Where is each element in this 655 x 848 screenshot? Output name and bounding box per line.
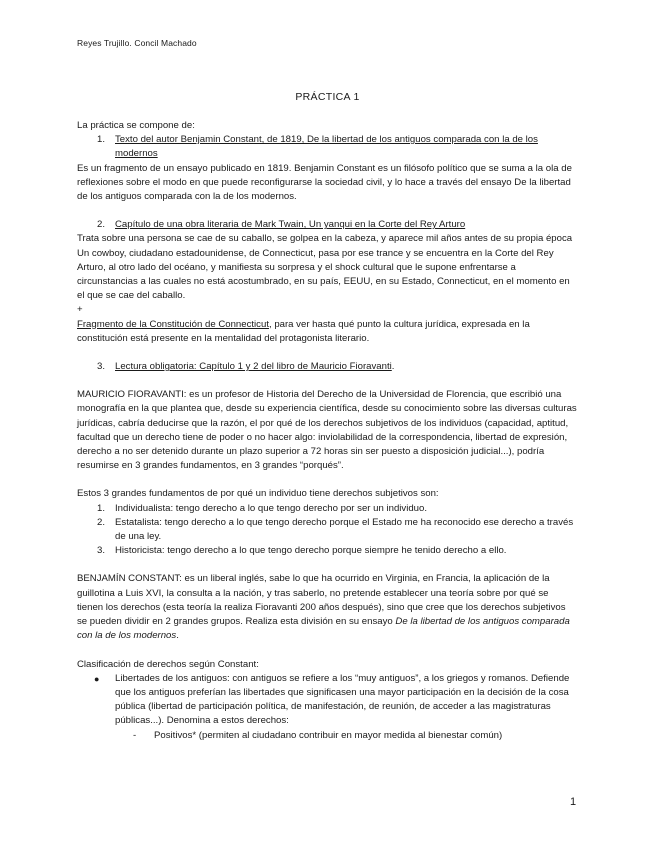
- fundamento-item: [77, 502, 577, 516]
- clasificacion-intro: Clasificación de derechos según Constant:: [77, 658, 259, 670]
- list-number: 2.: [97, 516, 106, 528]
- intro-paragraph: La práctica se compone de:: [77, 120, 195, 131]
- sub-bullet-item: [77, 729, 577, 743]
- fundamento-text: Historicista: tengo derecho a lo que tengo derecho porque siempre he tenido derecho a ello.: [115, 545, 507, 557]
- list-item-2: [77, 218, 577, 232]
- bullet-icon: ●: [94, 673, 100, 684]
- list-number: 3.: [97, 361, 106, 373]
- constitution-link: Fragmento de la Constitución de Connecticut: [77, 318, 269, 330]
- sub-bullet-text: Positivos* (permiten al ciudadano contribuir en mayor medida al bienestar común): [154, 729, 503, 741]
- item2-paragraph: Trata sobre una persona se cae de su caballo, se golpea en la cabeza, y aparece mil años antes de su propia época Un cowboy, ciudadano estadounidense, de Connecticut, pasa por ese trance y se encuentra en la Corte del Rey Arturo, al otro lado del océano, y manifiesta su sorpresa y el shock cultural que le supone enfrentarse a circunstancias a las cuales no está acostumbrado, en su país, EEUU, en su Estado, Connecticut, en el momento en el que se cae del caballo.: [77, 233, 573, 302]
- constitution-paragraph: [77, 318, 577, 346]
- fundamento-item: [77, 544, 577, 558]
- item2-title: Capítulo de una obra literaria de Mark Twain, Un yanqui en la Corte del Rey Arturo: [115, 219, 466, 231]
- sub-bullet-dash: -: [133, 729, 137, 741]
- page-header: Reyes Trujillo. Concil Machado: [77, 38, 197, 48]
- fundamento-text: Individualista: tengo derecho a lo que tengo derecho por ser un individuo.: [115, 502, 428, 514]
- item3-title: Lectura obligatoria: Capítulo 1 y 2 del libro de Mauricio Fioravanti: [115, 361, 392, 373]
- list-number: 1.: [97, 502, 106, 514]
- list-number: 3.: [97, 545, 106, 557]
- page-title: PRÁCTICA 1: [295, 91, 360, 103]
- constant-text: BENJAMÍN CONSTANT: es un liberal inglés, sabe lo que ha ocurrido en Virginia, en Francia, la aplicación de la guillotina a Luis XVI, la consulta a la nación, y tras saberlo, no pretende establecer una teoría sobre por qué se tienen los derechos (esta teoría la realiza Fioravanti 200 años después), sino que cree que los derechos subjetivos se pueden dividir en 2 grandes grupos. Realiza esta división en su ensayo: [77, 573, 566, 628]
- constitution-text: , para ver hasta qué punto la cultura jurídica, expresada en la constitución está presente en la mentalidad del protagonista literario.: [77, 318, 530, 344]
- item1-title: Texto del autor Benjamin Constant, de 1819, De la libertad de los antiguos comparada con la de los modernos: [115, 134, 538, 160]
- fioravanti-paragraph: MAURICIO FIORAVANTI: es un profesor de Historia del Derecho de la Universidad de Florencia, que escribió una monografía en la que plantea que, desde su experiencia científica, desde su conocimiento sobre las diversas culturas jurídicas, cabría deducirse que la razón, el por qué de los derechos subjetivos de los individuos (capacidad, aptitud, facultad que un derecho tiene de poder o no hacer algo: inviolabilidad de la correspondencia, libertad de expresión, derecho a no ser detenido durante un plazo superior a 72 horas sin ser puesto a disposición judicial...), podría resumirse en 3 grandes fundamentos, en 3 grandes “porqués”.: [77, 389, 577, 472]
- bullet-item: [77, 672, 577, 729]
- item3-title-end: .: [391, 361, 395, 373]
- bullet-text: Libertades de los antiguos: con antiguos se refiere a los “muy antiguos”, a los griegos y romanos. Defiende que los antiguos preferían las libertades que significasen una mayor participación en la decisión de la cosa pública (libertad de participación política, de manifestación, de reunión, de acceder a las magistraturas públicas...). Denomina a estos derechos:: [115, 672, 570, 727]
- plus-sign: +: [77, 304, 83, 316]
- list-item-1: [77, 133, 577, 161]
- constant-end: .: [176, 630, 179, 642]
- fundamento-text: Estatalista: tengo derecho a lo que tengo derecho porque el Estado me ha reconocido ese derecho a través de una ley.: [115, 516, 574, 543]
- list-number: 1.: [97, 134, 106, 146]
- constant-essay-title: De la libertad de los antiguos comparada con la de los modernos: [77, 616, 570, 642]
- item1-paragraph: Es un fragmento de un ensayo publicado en 1819. Benjamin Constant es un filósofo político que se suma a la ola de reflexiones sobre el modo en que puede reconfigurarse la sociedad civil, y lo hace a través del ensayo De la libertad de los antiguos comparada con la de los modernos.: [77, 162, 572, 203]
- document-body: [77, 119, 577, 743]
- fundamentos-intro: Estos 3 grandes fundamentos de por qué un individuo tiene derechos subjetivos son:: [77, 488, 439, 500]
- page-number: 1: [570, 796, 577, 808]
- list-item-3: [77, 360, 577, 374]
- list-number: 2.: [97, 219, 106, 231]
- constant-paragraph: [77, 572, 577, 643]
- fundamento-item: [77, 516, 577, 544]
